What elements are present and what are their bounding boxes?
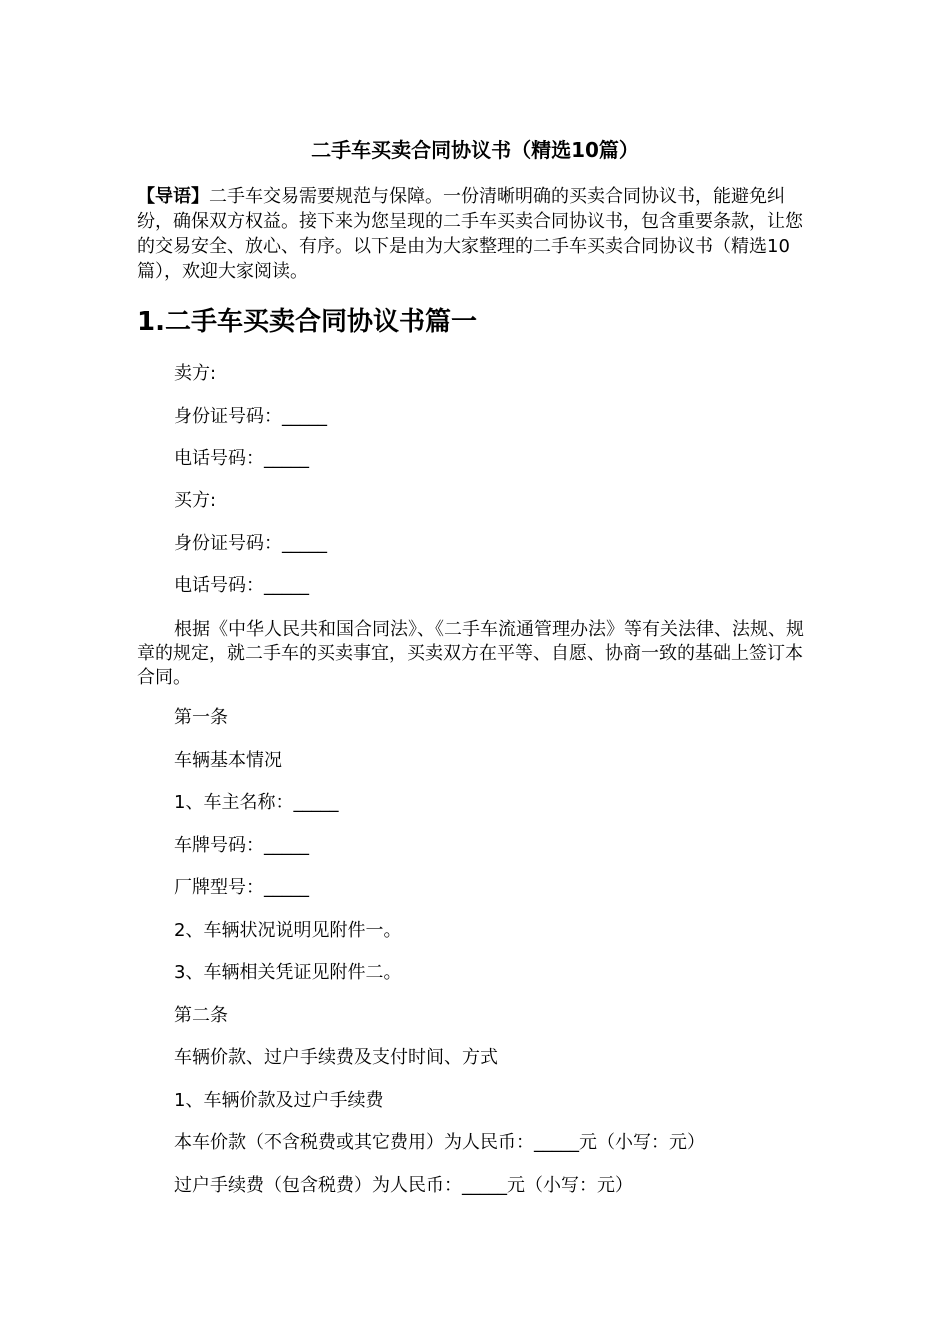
paragraph-certificate-annex: 3、车辆相关凭证见附件二。 [174,962,402,983]
document-title: 二手车买卖合同协议书（精选10篇） [311,138,639,162]
intro-tag: 【导语】 [137,186,209,207]
paragraph-buyer: 买方: [174,490,217,511]
paragraph-owner-name: 1、车主名称：_____ [174,792,339,813]
paragraph-vehicle-basics: 车辆基本情况 [174,750,282,771]
paragraph-seller: 卖方: [174,363,217,384]
paragraph-seller-id: 身份证号码：_____ [174,406,327,427]
paragraph-buyer-phone: 电话号码：_____ [174,575,309,596]
paragraph-price-fee: 1、车辆价款及过户手续费 [174,1090,384,1111]
intro-text: 二手车交易需要规范与保障。一份清晰明确的买卖合同协议书，能避免纠纷，确保双方权益。接下来为您呈现的二手车买卖合同协议书，包含重要条款，让您的交易安全、放心、有序。以下是由为大家整理的二手车买卖合同协议书（精选10篇），欢迎大家阅读。 [137,186,803,282]
paragraph-article-2: 第二条 [174,1005,228,1026]
paragraph-plate-number: 车牌号码：_____ [174,835,309,856]
paragraph-transfer-fee: 过户手续费（包含税费）为人民币：_____元（小写：元） [174,1175,633,1196]
paragraph-price-terms: 车辆价款、过户手续费及支付时间、方式 [174,1047,498,1068]
section-heading: 1.二手车买卖合同协议书篇一 [137,307,477,337]
paragraph-condition-annex: 2、车辆状况说明见附件一。 [174,920,402,941]
paragraph-legal-basis: 根据《中华人民共和国合同法》、《二手车流通管理办法》等有关法律、法规、规章的规定，就二手车的买卖事宜，买卖双方在平等、自愿、协商一致的基础上签订本合同。 [137,619,804,688]
paragraph-buyer-id: 身份证号码：_____ [174,533,327,554]
paragraph-article-1: 第一条 [174,707,228,728]
paragraph-model: 厂牌型号：_____ [174,877,309,898]
paragraph-seller-phone: 电话号码：_____ [174,448,309,469]
paragraph-vehicle-price: 本车价款（不含税费或其它费用）为人民币：_____元（小写：元） [174,1132,705,1153]
intro-paragraph [137,184,817,284]
